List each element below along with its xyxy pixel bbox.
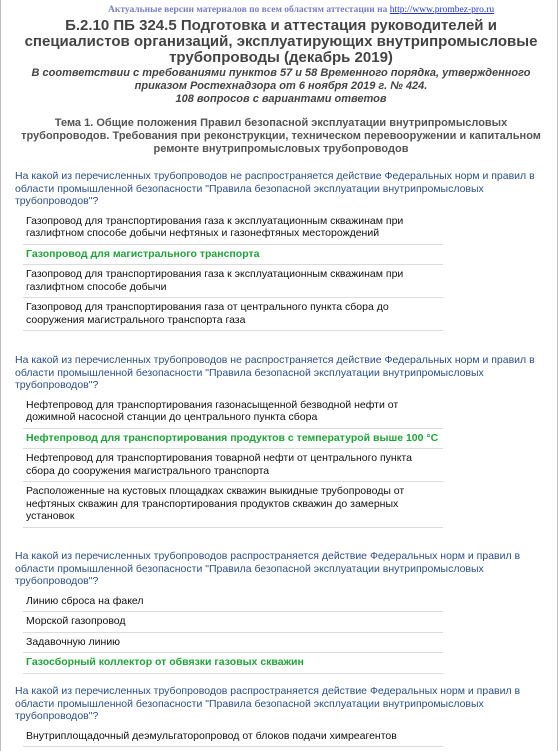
answer-option: Газопровод для транспортирования газа к эксплуатационным скважинам при газлифтном способе добычи нефтяных и газонефтяных месторождений <box>23 212 443 245</box>
document-subtitle <box>11 67 551 106</box>
question-text: На какой из перечисленных трубопроводов не распространяется действие Федеральных норм и правил в области промышленной безопасности "Правила безопасной эксплуатации внутрипромысловых трубопроводов"? <box>15 170 535 207</box>
document-header <box>11 18 551 106</box>
theme-heading: Тема 1. Общие положения Правил безопасной эксплуатации внутрипромысловых трубопроводов. Требования при реконструкции, техническом перевооружении и капитальном ремонте внутрипромысловых трубопроводов <box>21 117 541 155</box>
answer-list <box>23 396 443 528</box>
question-text: На какой из перечисленных трубопроводов распространяется действие Федеральных норм и правил в области промышленной безопасности "Правила безопасной эксплуатации внутрипромысловых трубопроводов"? <box>15 550 521 587</box>
answer-option-correct: Газосборный коллектор от обвязки газовых скважин <box>23 653 443 674</box>
answer-option: Нефтепровод для транспортирования газонасыщенной безводной нефти от дожимной насосной станции до центрального пункта сбора <box>23 396 443 429</box>
answer-option: Нефтепровод для транспортирования товарной нефти от центрального пункта сбора до сооружения магистрального транспорта <box>23 449 443 482</box>
answer-list <box>23 727 443 748</box>
question-block <box>15 170 547 331</box>
answer-option: Задавочную линию <box>23 633 443 654</box>
answer-option: Расположенные на кустовых площадках скважин выкидные трубопроводы от нефтяных скважин для транспортирования продуктов скважин до замерных установок <box>23 482 443 528</box>
answer-option: Линию сброса на факел <box>23 592 443 613</box>
answer-option: Газопровод для транспортирования газа от центрального пункта сбора до сооружения магистрального транспорта газа <box>23 298 443 331</box>
answer-option: Морской газопровод <box>23 612 443 633</box>
document-title-text: Б.2.10 ПБ 324.5 Подготовка и аттестация руководителей и специалистов организаций, эксплуатирующих внутрипромысловые трубопроводы (декабрь 2019) <box>24 17 538 66</box>
answer-option-correct: Газопровод для магистрального транспорта <box>23 245 443 266</box>
answer-option: Внутриплощадочный деэмульгаторопровод от блоков подачи химреагентов <box>23 727 443 748</box>
answer-list <box>23 212 443 332</box>
top-note-text: Актуальные версии материалов по всем областям аттестации на <box>108 5 388 15</box>
question-block <box>15 550 547 674</box>
top-note <box>108 5 494 15</box>
subtitle-line-1: В соответствии с требованиями пунктов 57 и 58 Временного порядка, утвержденного <box>31 67 531 79</box>
question-block <box>15 685 547 747</box>
question-text: На какой из перечисленных трубопроводов не распространяется действие Федеральных норм и правил в области промышленной безопасности "Правила безопасной эксплуатации внутрипромысловых трубопроводов"? <box>15 354 535 391</box>
answer-list <box>23 592 443 674</box>
answer-option: Газопровод для транспортирования газа к эксплуатационным скважинам при газлифтном способе добычи <box>23 265 443 298</box>
question-text: На какой из перечисленных трубопроводов распространяется действие Федеральных норм и правил в области промышленной безопасности "Правила безопасной эксплуатации внутрипромысловых трубопроводов"? <box>15 685 521 722</box>
subtitle-line-2: приказом Ростехнадзора от 6 ноября 2019 г. № 424. <box>134 80 428 92</box>
question-block <box>15 354 547 528</box>
document-title <box>11 18 551 66</box>
subtitle-line-3: 108 вопросов с вариантами ответов <box>175 93 387 105</box>
site-link[interactable]: http://www.prombez-pro.ru <box>389 5 495 15</box>
answer-option-correct: Нефтепровод для транспортирования продуктов с температурой выше 100 °С <box>23 429 443 450</box>
